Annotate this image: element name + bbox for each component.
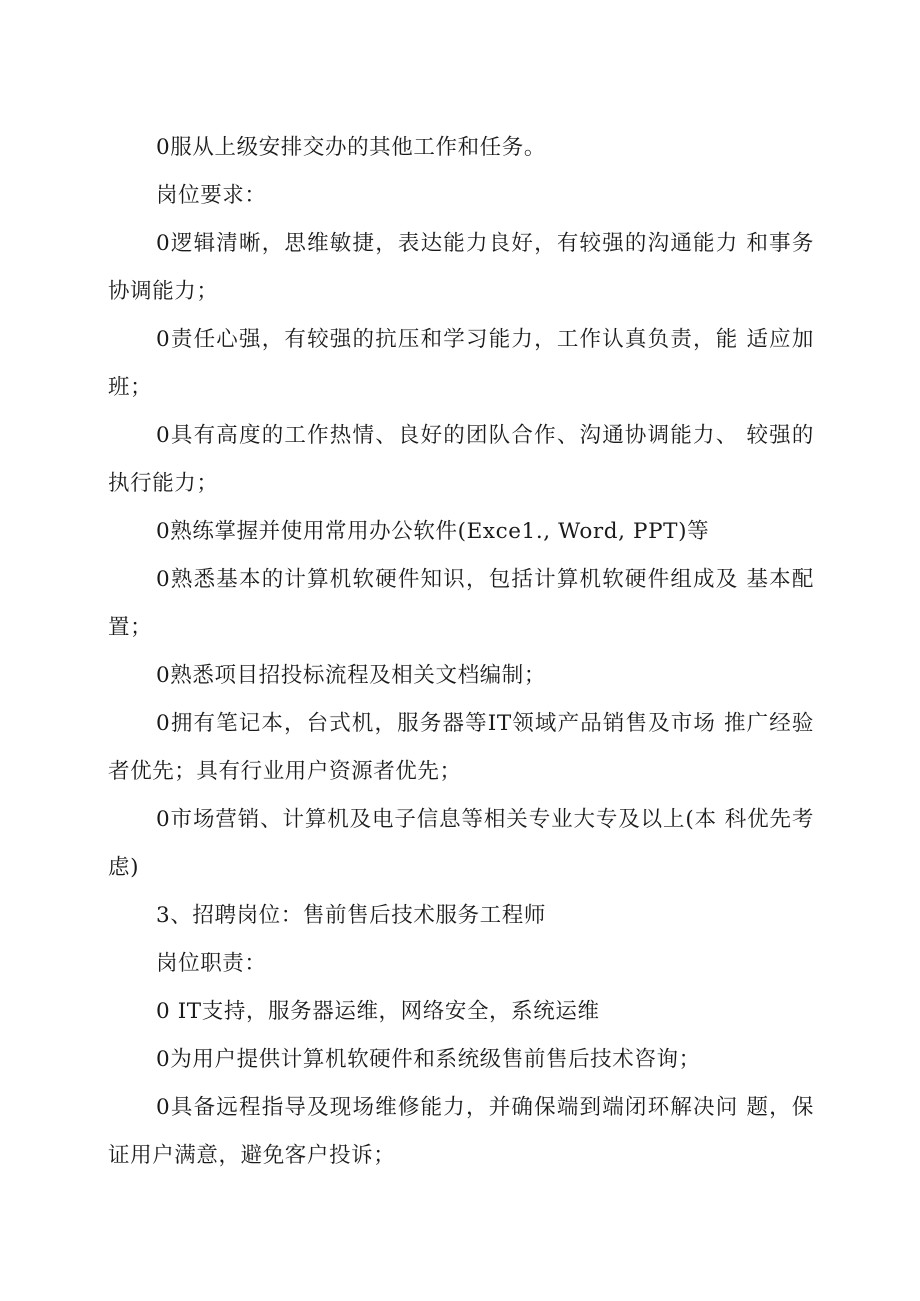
- requirement-item-logic: 0逻辑清晰，思维敏捷，表达能力良好，有较强的沟通能力 和事务协调能力；: [108, 231, 814, 304]
- requirement-item-responsibility: 0责任心强，有较强的抗压和学习能力，工作认真负责，能 适应加班；: [108, 327, 814, 400]
- duty-item-follow-instructions: 0服从上级安排交办的其他工作和任务。: [156, 135, 546, 160]
- duty-item-it-support: 0 IT支持，服务器运维，网络安全，系统运维: [156, 999, 600, 1024]
- requirement-item-hardware-knowledge: 0熟悉基本的计算机软硬件知识，包括计算机软硬件组成及 基本配置；: [108, 567, 814, 640]
- requirement-item-education: 0市场营销、计算机及电子信息等相关专业大专及以上(本 科优先考虑): [108, 807, 814, 880]
- section-heading-duties: 岗位职责：: [156, 951, 267, 976]
- job-title-heading: 3、招聘岗位：售前售后技术服务工程师: [156, 903, 546, 928]
- duty-item-consulting: 0为用户提供计算机软硬件和系统级售前售后技术咨询；: [156, 1047, 701, 1072]
- section-heading-requirements: 岗位要求：: [156, 183, 267, 208]
- requirement-item-it-sales: 0拥有笔记本，台式机，服务器等IT领域产品销售及市场 推广经验者优先；具有行业用户资源者优先；: [108, 711, 814, 784]
- requirement-item-office-software: 0熟练掌握并使用常用办公软件(Exce1., Word, PPT)等: [156, 519, 710, 544]
- duty-item-remote-repair: 0具备远程指导及现场维修能力，并确保端到端闭环解决问 题，保证用户满意，避免客户投诉；: [108, 1095, 814, 1168]
- requirement-item-bidding: 0熟悉项目招投标流程及相关文档编制；: [156, 663, 546, 688]
- document-body: [108, 124, 814, 1180]
- requirement-item-teamwork: 0具有高度的工作热情、良好的团队合作、沟通协调能力、 较强的执行能力；: [108, 423, 814, 496]
